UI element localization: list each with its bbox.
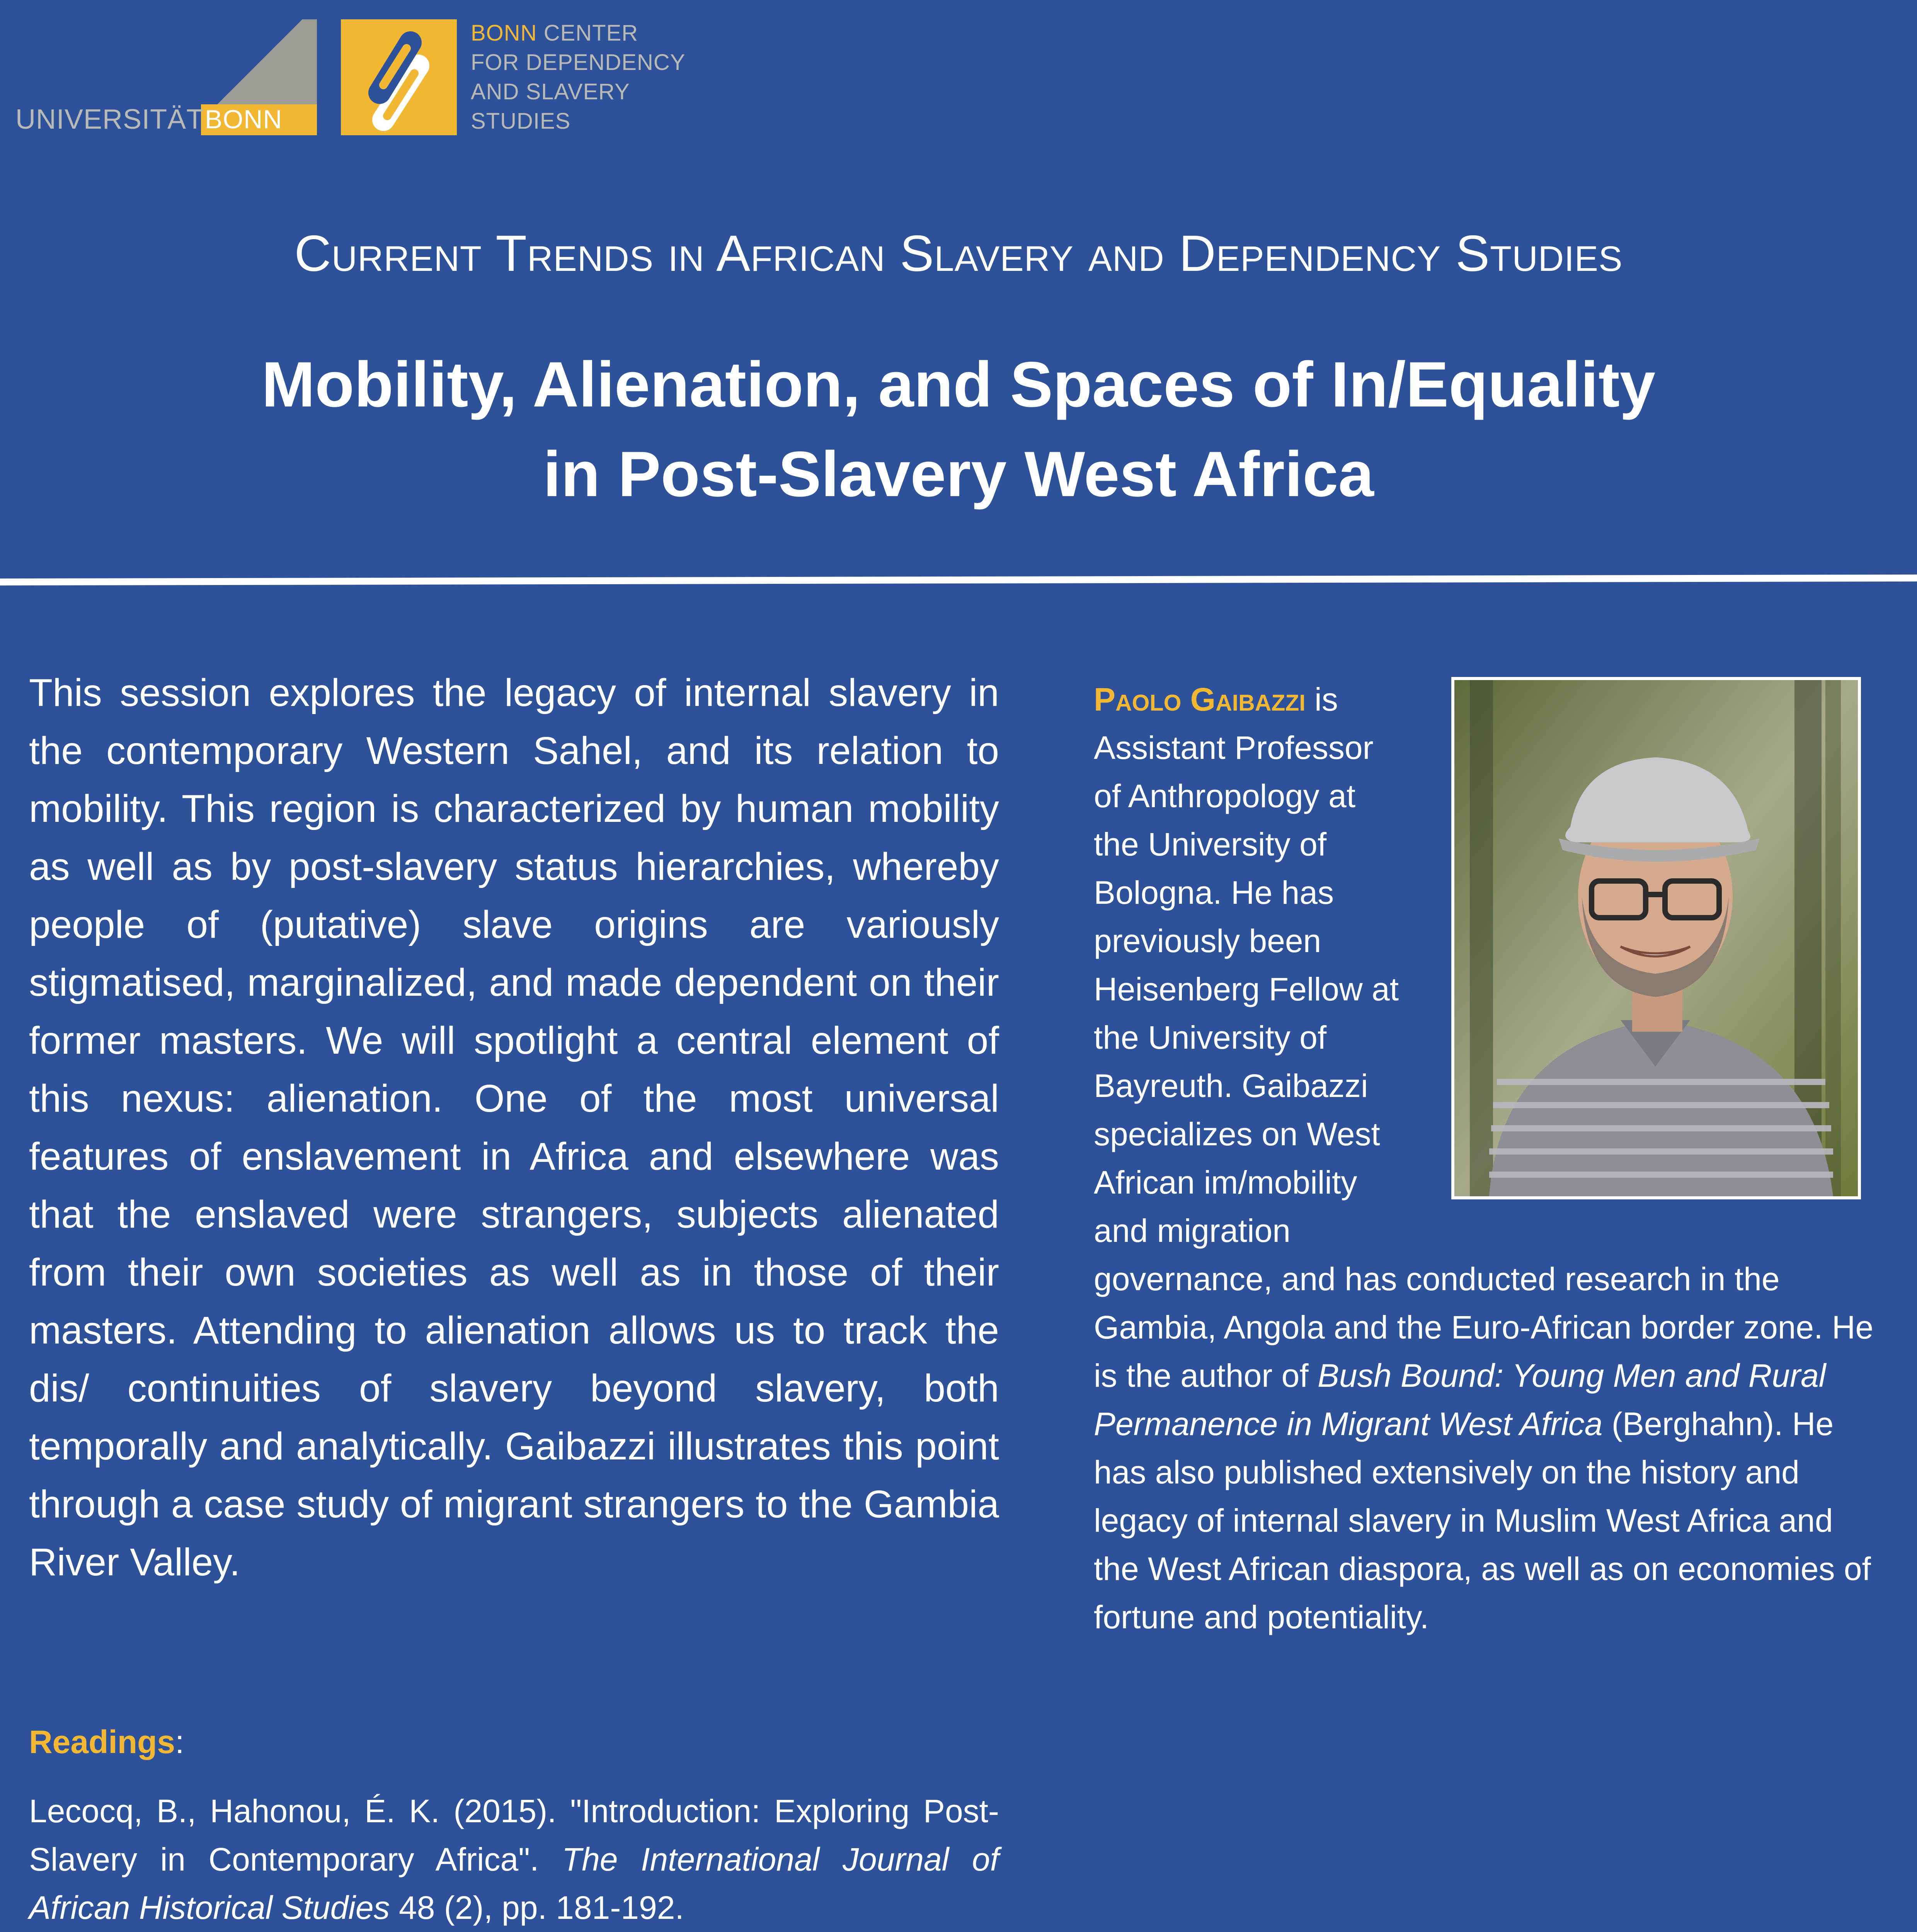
readings-heading: Readings: (29, 1724, 184, 1760)
series-title: Current Trends in African Slavery and Dependency Studies (294, 225, 1623, 282)
university-logo-bonn: BONN (205, 105, 283, 134)
speaker-name: Paolo Gaibazzi (1094, 681, 1306, 718)
reading-item: Lecocq, B., Hahonou, É. K. (2015). "Introduction: Exploring Post-Slavery in Contemporary Africa". The International Journal of African Historical Studies 48 (2), pp. 181-192. (29, 1793, 999, 1926)
university-logo-text: UNIVERSITÄT (15, 104, 204, 135)
university-logo-graphic (201, 19, 317, 135)
speaker-bio: Paolo Gaibazzi is Assistant Professor of Anthropology at the University of Bologna. He has previously been Heisenberg Fellow at the University of Bayreuth. Gaibazzi specializes on West African im/mobility and migration governance, and has conducted research in the Gambia, Angola and the Euro-African border zone. He is the author of Bush Bound: Young Men and Rural Permanence in Migrant West Africa (Berghahn). He has also published extensively on the history and legacy of internal slavery in Muslim West Africa and the West African diaspora, as well as on economies of fortune and potentiality. (1094, 681, 1874, 1635)
session-abstract: This session explores the legacy of internal slavery in the contemporary Western Sahel, and its relation to mobility. This region is characterized by human mobility as well as by post-slavery status hierarchies, whereby people of (putative) slave origins are variously stigmatised, marginalized, and made dependent on their former masters. We will spotlight a central element of this nexus: alienation. One of the most universal features of enslavement in Africa and elsewhere was that the enslaved were strangers, subjects alienated from their own societies as well as in those of their masters. Attending to alienation allows us to track the dis/ continuities of slavery beyond slavery, both temporally and analytically. Gaibazzi illustrates this point through a case study of migrant strangers to the Gambia River Valley. (29, 671, 999, 1584)
divider-top (0, 575, 1917, 585)
main-title: Mobility, Alienation, and Spaces of In/Equality in Post-Slavery West Africa (261, 349, 1656, 510)
chain-link-logo-icon (341, 19, 457, 135)
center-name: BONN CENTER FOR DEPENDENCY AND SLAVERY STUDIES (471, 20, 686, 134)
